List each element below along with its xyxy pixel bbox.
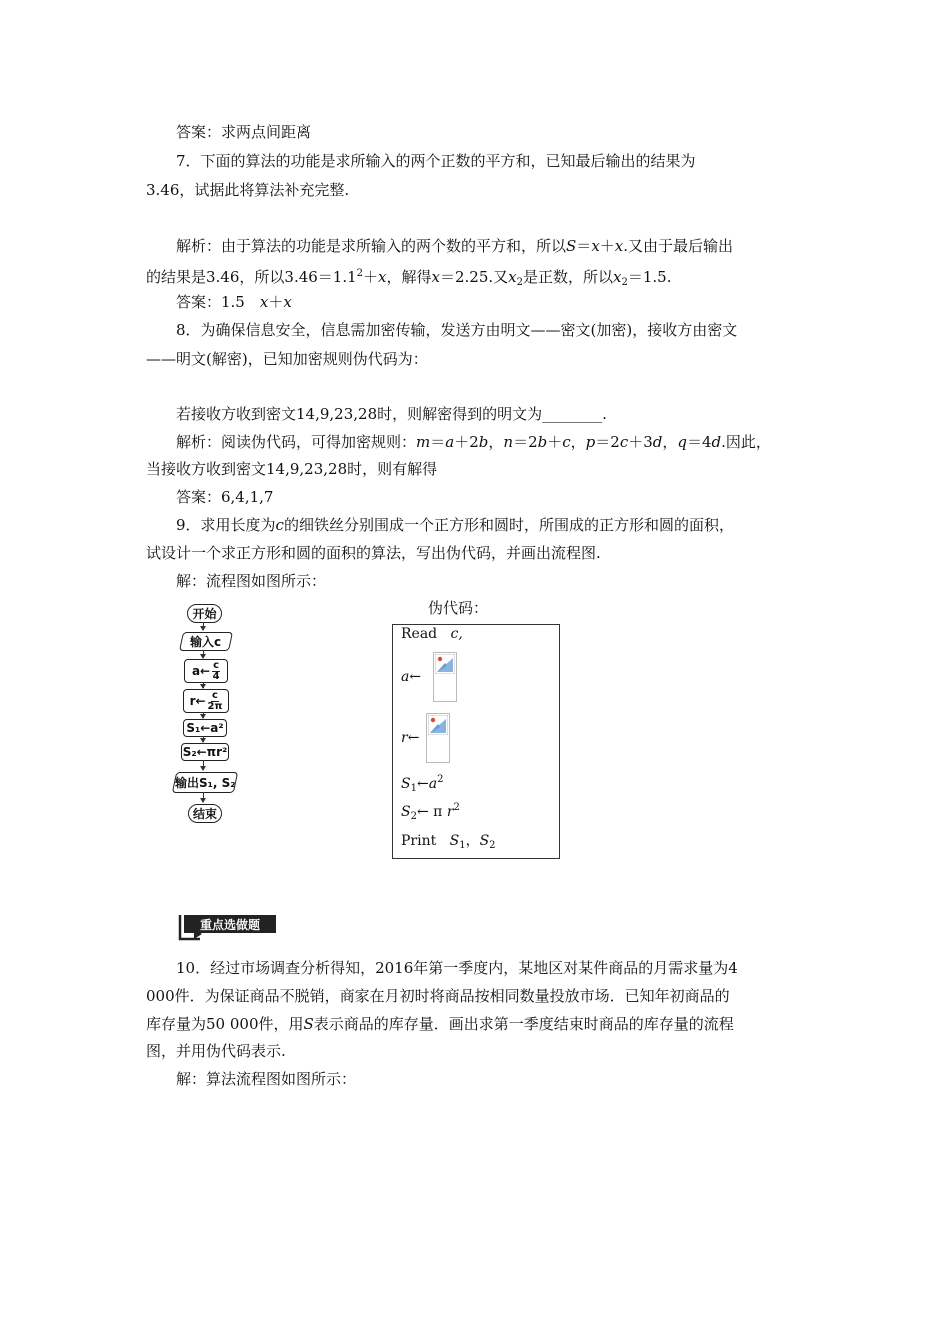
- superscript: 2: [437, 774, 444, 785]
- code-line-s2: [401, 802, 460, 822]
- flow-step-a: [184, 659, 228, 683]
- analysis-8-line2: 当接收方收到密文14,9,23,28时，则有解得: [146, 460, 438, 478]
- text: 是正数，所以: [523, 268, 614, 286]
- text: ＋3: [628, 433, 653, 451]
- pseudocode-box: [392, 624, 560, 859]
- text: 答案：1.5: [176, 293, 260, 311]
- separator: ，: [465, 833, 480, 849]
- superscript: 2: [356, 268, 364, 279]
- text: ，: [662, 433, 678, 451]
- flow-step-a-left: a←: [191, 664, 211, 678]
- flow-end-label: 结束: [192, 807, 217, 821]
- var: c: [619, 433, 629, 451]
- section-badge: [178, 913, 282, 941]
- analysis-7-line1: [176, 236, 733, 256]
- subscript: 1: [459, 840, 466, 851]
- text: 解析：阅读伪代码，可得加密规则：: [176, 433, 417, 451]
- text: .又由于最后输出: [623, 237, 734, 255]
- text: ＝2: [513, 433, 538, 451]
- flow-step-r: [183, 689, 229, 713]
- code-line-a: [401, 669, 421, 685]
- flow-input-label: 输入c: [190, 635, 222, 649]
- text: ＋: [268, 293, 284, 311]
- question-9-line1: [176, 515, 734, 535]
- var-s: S: [303, 1015, 314, 1033]
- subscript: 2: [410, 811, 417, 822]
- answer-7: [176, 292, 292, 312]
- text: ＝: [430, 433, 446, 451]
- text: 的细铁丝分别围成一个正方形和圆时，所围成的正方形和圆的面积，: [283, 516, 734, 534]
- var: b: [537, 433, 548, 451]
- text: 9．求用长度为: [176, 516, 276, 534]
- var: n: [503, 433, 514, 451]
- arrow-down-icon: [203, 682, 204, 688]
- question-10-line3: [146, 1014, 734, 1034]
- text: 解析：由于算法的功能是求所输入的两个数的平方和，所以: [176, 237, 567, 255]
- var-a: a: [428, 776, 438, 792]
- var-c: c,: [450, 626, 463, 642]
- text: ，: [488, 433, 504, 451]
- subscript: 2: [516, 277, 524, 288]
- keyword-print: Print: [401, 833, 437, 849]
- flow-start: [187, 604, 222, 623]
- text: ＝4: [687, 433, 712, 451]
- arrow-down-icon: [203, 622, 204, 630]
- text: ，解得: [386, 268, 432, 286]
- var: d: [711, 433, 722, 451]
- var-s: S: [479, 833, 490, 849]
- text: ＝1.5.: [627, 268, 672, 286]
- flow-step-s2: [181, 743, 229, 761]
- text: 的结果是3.46，所以3.46＝1.1: [146, 268, 357, 286]
- var-x: x: [378, 268, 387, 286]
- arrow-down-icon: [203, 650, 204, 658]
- var-x: x: [283, 293, 292, 311]
- text: .因此，: [721, 433, 771, 451]
- var: c: [562, 433, 571, 451]
- denominator: 4: [212, 670, 220, 682]
- var-s: S: [401, 804, 411, 820]
- assign-r: r←: [401, 730, 420, 746]
- solution-10: 解：算法流程图如图所示：: [176, 1070, 357, 1088]
- var-x: x: [591, 237, 600, 255]
- var-x: x: [259, 293, 269, 311]
- text: 表示商品的库存量．画出求第一季度结束时商品的库存量的流程: [313, 1015, 734, 1033]
- text: ＋: [547, 433, 563, 451]
- analysis-7-line2: [146, 264, 672, 293]
- var: q: [677, 433, 687, 451]
- solution-9: 解：流程图如图所示：: [176, 572, 327, 590]
- broken-image-icon: [426, 713, 450, 763]
- arrow-down-icon: [203, 712, 204, 718]
- denominator: 2π: [207, 700, 223, 712]
- assign-arrow: ←: [416, 776, 429, 792]
- fraction: [212, 661, 220, 682]
- assign-arrow: ←: [416, 804, 429, 820]
- flow-end: [188, 804, 222, 823]
- var-s: S: [401, 776, 411, 792]
- question-10-line4: 图，并用伪代码表示.: [146, 1042, 286, 1060]
- text: ＝: [576, 237, 592, 255]
- var: a: [445, 433, 455, 451]
- var-x: x: [614, 237, 624, 255]
- subscript: 2: [621, 277, 628, 288]
- flow-step-s1: [183, 719, 227, 737]
- subscript: 2: [489, 840, 496, 851]
- question-10-line2: 000件．为保证商品不脱销，商家在月初时将商品按相同数量投放市场．已知年初商品的: [146, 987, 730, 1005]
- text: ，: [570, 433, 586, 451]
- var: d: [652, 433, 663, 451]
- arrow-down-icon: [203, 736, 204, 742]
- flow-output: [172, 772, 238, 793]
- broken-image-icon: [433, 652, 457, 702]
- code-line-print: [401, 830, 496, 851]
- var: b: [478, 433, 489, 451]
- numerator: c: [213, 659, 220, 671]
- image-placeholder-icon: [428, 715, 448, 735]
- question-7-line1: 7．下面的算法的功能是求所输入的两个正数的平方和，已知最后输出的结果为: [176, 152, 696, 170]
- text: ＝2.25.又: [440, 268, 509, 286]
- numerator: c: [212, 689, 218, 701]
- var-s: S: [566, 237, 577, 255]
- text: ＋: [599, 237, 615, 255]
- question-8-line2: ——明文(解密)，已知加密规则伪代码为：: [146, 350, 428, 368]
- var-x: x: [431, 268, 440, 286]
- analysis-8-line1: [176, 432, 771, 452]
- var-c: c: [275, 516, 284, 534]
- flow-step-s2-label: S₂←πr²: [182, 745, 228, 759]
- keyword-read: Read: [401, 626, 438, 642]
- arrow-down-icon: [203, 760, 204, 770]
- text: 库存量为50 000件，用: [146, 1015, 304, 1033]
- question-9-line2: 试设计一个求正方形和圆的面积的算法，写出伪代码，并画出流程图.: [146, 544, 601, 562]
- var: m: [416, 433, 431, 451]
- var-s: S: [449, 833, 460, 849]
- code-line-r: [401, 730, 419, 746]
- var: p: [585, 433, 596, 451]
- question-8-line1: 8．为确保信息安全，信息需加密传输，发送方由明文——密文(加密)，接收方由密文: [176, 321, 738, 339]
- text: ＋: [363, 268, 379, 286]
- var-x: x: [613, 268, 622, 286]
- image-placeholder-icon: [435, 654, 455, 674]
- code-line-s1: [401, 774, 443, 794]
- pseudocode-title: 伪代码：: [428, 599, 489, 617]
- question-10-line1: 10．经过市场调查分析得知，2016年第一季度内，某地区对某件商品的月需求量为4: [176, 959, 738, 977]
- var-r: r: [446, 804, 454, 820]
- flow-input: [179, 632, 233, 651]
- arrow-down-icon: [203, 792, 204, 802]
- fraction: [208, 691, 223, 712]
- question-8-line3: 若接收方收到密文14,9,23,28时，则解密得到的明文为________.: [176, 405, 607, 423]
- section-badge-label: 重点选做题: [199, 918, 261, 932]
- question-7-line2: 3.46，试据此将算法补充完整.: [146, 181, 350, 199]
- subscript: 1: [410, 783, 417, 794]
- answer-8: 答案：6,4,1,7: [176, 488, 274, 506]
- flow-output-label: 输出S₁, S₂: [174, 776, 236, 790]
- flow-step-s1-label: S₁←a²: [186, 721, 224, 735]
- flow-step-r-left: r←: [189, 694, 206, 708]
- code-line-read: [401, 626, 463, 642]
- assign-a: a←: [401, 669, 422, 685]
- flow-start-label: 开始: [192, 607, 217, 621]
- pi: π: [433, 804, 443, 820]
- superscript: 2: [453, 802, 460, 813]
- answer-6: 答案：求两点间距离: [176, 123, 312, 141]
- text: ＋2: [454, 433, 479, 451]
- text: ＝2: [595, 433, 620, 451]
- var-x: x: [508, 268, 517, 286]
